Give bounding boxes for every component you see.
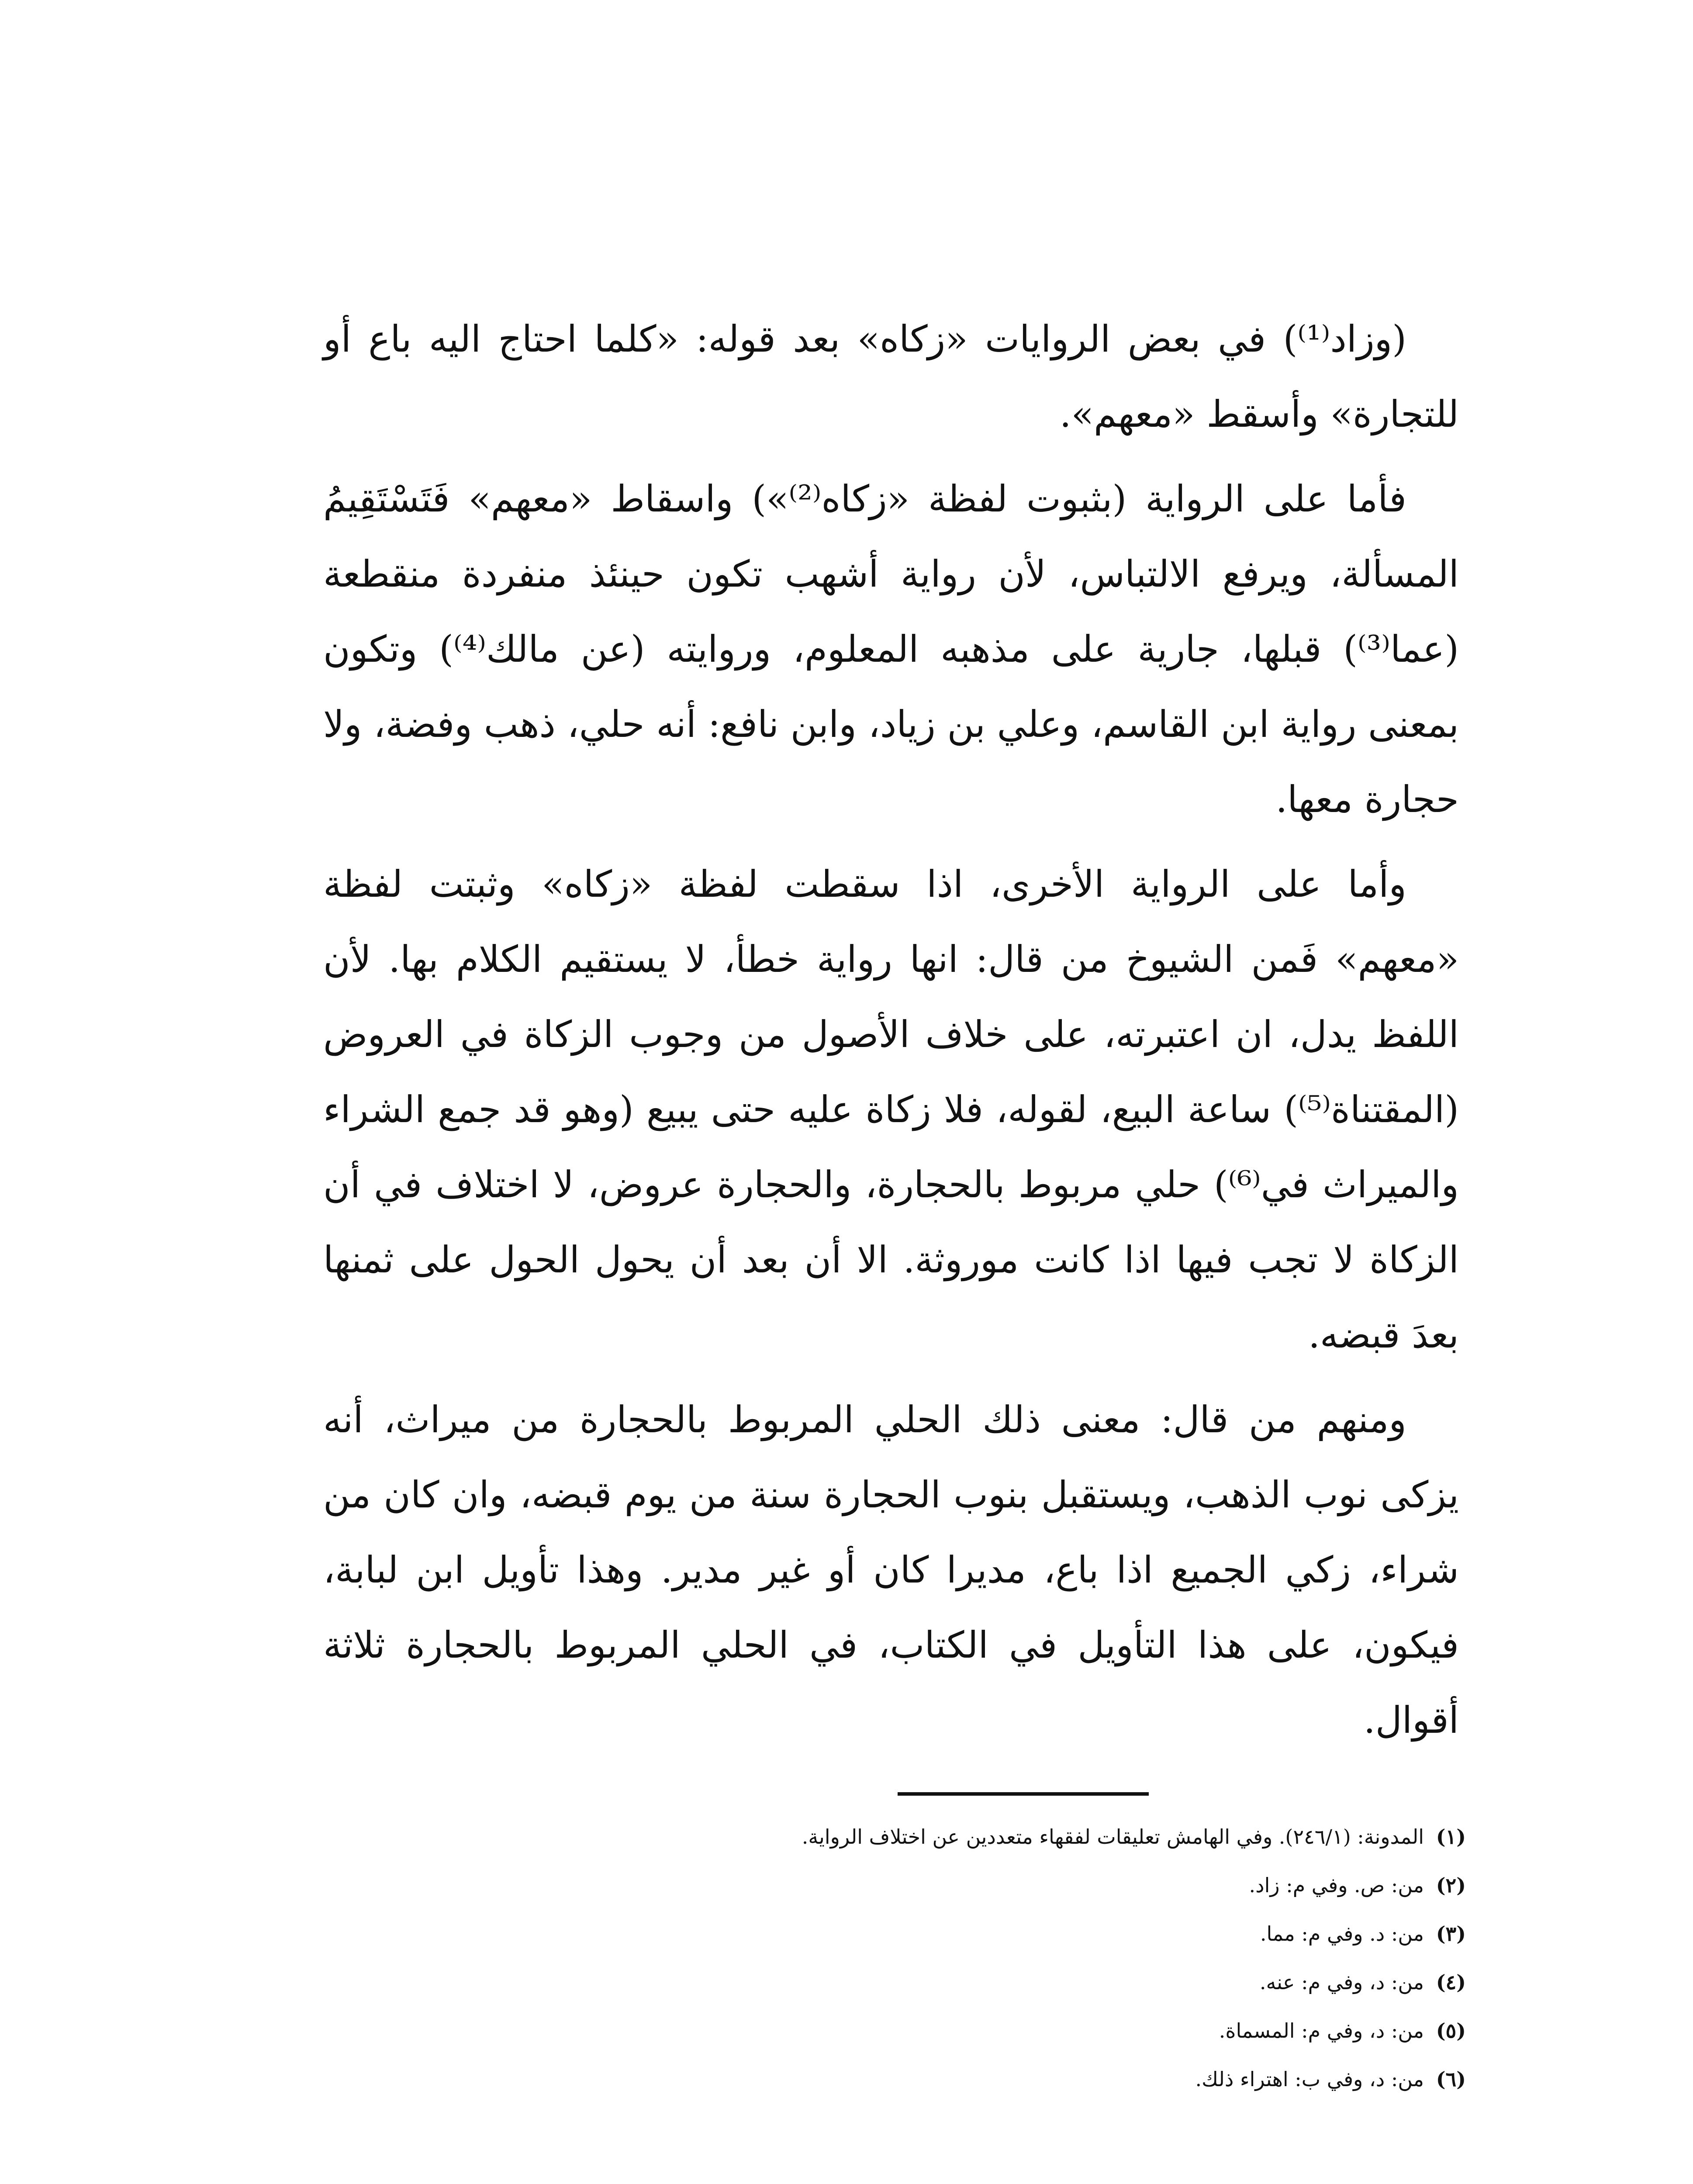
footnote-number: (٣): [1436, 1922, 1466, 1946]
footnote-number: (١): [1436, 1825, 1466, 1849]
footnote-text: من: د، وفي ب: اهتراء ذلك.: [1195, 2067, 1424, 2091]
footnote-2: [287, 1861, 1466, 1910]
footnote-text: من: د، وفي م: المسماة.: [1219, 2019, 1424, 2042]
footnote-number: (٦): [1436, 2067, 1466, 2091]
footnote-text: من: د، وفي م: عنه.: [1259, 1970, 1424, 1994]
footnote-text: من: د. وفي م: مما.: [1260, 1922, 1424, 1946]
footnote-3: [287, 1910, 1466, 1958]
paragraph-1: (وزاد⁽¹⁾) في بعض الروايات «زكاه» بعد قوله: «كلما احتاج اليه باع أو للتجارة» وأسقط «معهم».: [323, 318, 1459, 435]
footnote-4: [287, 1958, 1466, 2007]
footnote-number: (٤): [1436, 1970, 1466, 1994]
paragraph-4: ومنهم من قال: معنى ذلك الحلي المربوط بالحجارة من ميراث، أنه يزكى نوب الذهب، ويستقبل بنوب الحجارة سنة من يوم قبضه، وان كان من شراء، زكي الجميع اذا باع، مديرا كان أو غير مدير. وهذا تأويل ابن لبابة، فيكون، على هذا التأويل في الكتاب، في الحلي المربوط بالحجارة ثلاثة أقوال.: [323, 1398, 1459, 1742]
footnotes: [287, 1813, 1466, 2104]
footnote-number: (٢): [1436, 1873, 1466, 1897]
paragraph-3: وأما على الرواية الأخرى، اذا سقطت لفظة «زكاه» وثبتت لفظة «معهم» فَمن الشيوخ من قال: انها رواية خطأ، لا يستقيم الكلام بها. لأن اللفظ يدل، ان اعتبرته، على خلاف الأصول من وجوب الزكاة في العروض (المقتناة⁽⁵⁾) ساعة البيع، لقوله، فلا زكاة عليه حتى يبيع (وهو قد جمع الشراء والميراث في⁽⁶⁾) حلي مربوط بالحجارة، والحجارة عروض، لا اختلاف في أن الزكاة لا تجب فيها اذا كانت موروثة. الا أن بعد أن يحول الحول على ثمنها بعدَ قبضه.: [323, 863, 1459, 1356]
body-text: [323, 301, 1459, 1767]
footnote-6: [287, 2055, 1466, 2104]
paragraph-2: فأما على الرواية (بثبوت لفظة «زكاه⁽²⁾») واسقاط «معهم» فَتَسْتَقِيمُ المسألة، ويرفع الالتباس، لأن رواية أشهب تكون حينئذ منفردة منقطعة (عما⁽³⁾) قبلها، جارية على مذهبه المعلوم، وروايته (عن مالك⁽⁴⁾) وتكون بمعنى رواية ابن القاسم، وعلي بن زياد، وابن نافع: أنه حلي، ذهب وفضة، ولا حجارة معها.: [323, 477, 1459, 821]
footnote-divider: [898, 1792, 1149, 1796]
footnote-text: من: ص. وفي م: زاد.: [1249, 1873, 1424, 1897]
footnote-text: المدونة: (٢٤٦/١). وفي الهامش تعليقات لفقهاء متعددين عن اختلاف الرواية.: [802, 1825, 1424, 1849]
footnote-5: [287, 2007, 1466, 2055]
footnote-number: (٥): [1436, 2019, 1466, 2042]
footnote-1: [287, 1813, 1466, 1861]
